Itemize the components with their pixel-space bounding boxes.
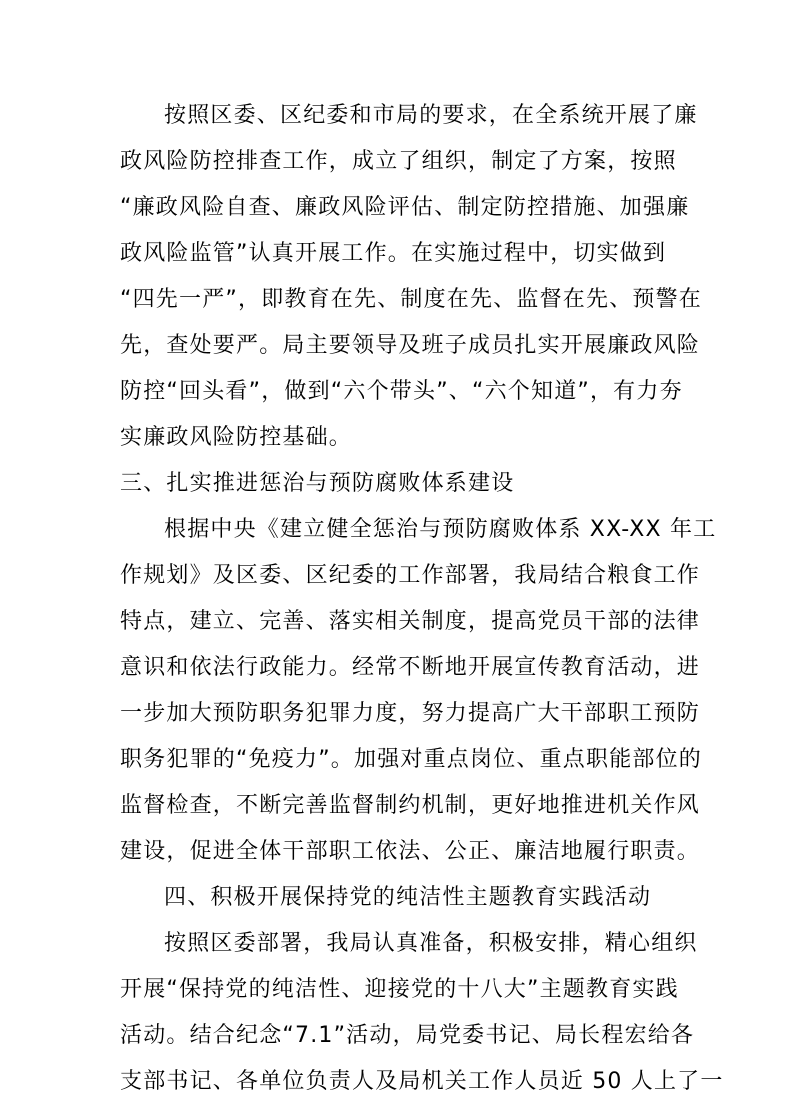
paragraph-line: 政风险防控排查工作，成立了组织，制定了方案，按照	[120, 149, 677, 174]
paragraph-line: 特点，建立、完善、落实相关制度，提高党员干部的法律	[120, 609, 701, 634]
paragraph-line: 实廉政风险防控基础。	[120, 425, 353, 450]
paragraph-line: 职务犯罪的“免疫力”。加强对重点岗位、重点职能部位的	[120, 747, 702, 772]
paragraph-line: 按照区委、区纪委和市局的要求，在全系统开展了廉	[164, 103, 698, 128]
paragraph-line: “四先一严”，即教育在先、制度在先、监督在先、预警在	[120, 287, 702, 312]
paragraph-line: 防控“回头看”，做到“六个带头”、“六个知道”，有力夯	[120, 379, 683, 404]
paragraph-line: 意识和依法行政能力。经常不断地开展宣传教育活动，进	[120, 655, 701, 680]
paragraph-line: 一步加大预防职务犯罪力度，努力提高广大干部职工预防	[120, 701, 701, 726]
section-heading: 三、扎实推进惩治与预防腐败体系建设	[120, 471, 515, 496]
paragraph-line: 支部书记、各单位负责人及局机关工作人员近 50 人上了一	[120, 1069, 724, 1094]
paragraph-line: 根据中央《建立健全惩治与预防腐败体系 XX-XX 年工	[164, 517, 717, 542]
paragraph-line: 按照区委部署，我局认真准备，积极安排，精心组织	[164, 931, 698, 956]
paragraph-line: 政风险监管”认真开展工作。在实施过程中，切实做到	[120, 241, 667, 266]
paragraph-line: 先，查处要严。局主要领导及班子成员扎实开展廉政风险	[120, 333, 701, 358]
paragraph-line: 建设，促进全体干部职工依法、公正、廉洁地履行职责。	[120, 839, 701, 864]
paragraph-line: 监督检查，不断完善监督制约机制，更好地推进机关作风	[120, 793, 701, 818]
paragraph-line: 活动。结合纪念“7.1”活动，局党委书记、局长程宏给各	[120, 1023, 695, 1048]
section-heading: 四、积极开展保持党的纯洁性主题教育实践活动	[164, 885, 652, 910]
paragraph-line: 开展“保持党的纯洁性、迎接党的十八大”主题教育实践	[120, 977, 679, 1002]
paragraph-line: “廉政风险自查、廉政风险评估、制定防控措施、加强廉	[120, 195, 690, 220]
paragraph-line: 作规划》及区委、区纪委的工作部署，我局结合粮食工作	[120, 563, 701, 588]
